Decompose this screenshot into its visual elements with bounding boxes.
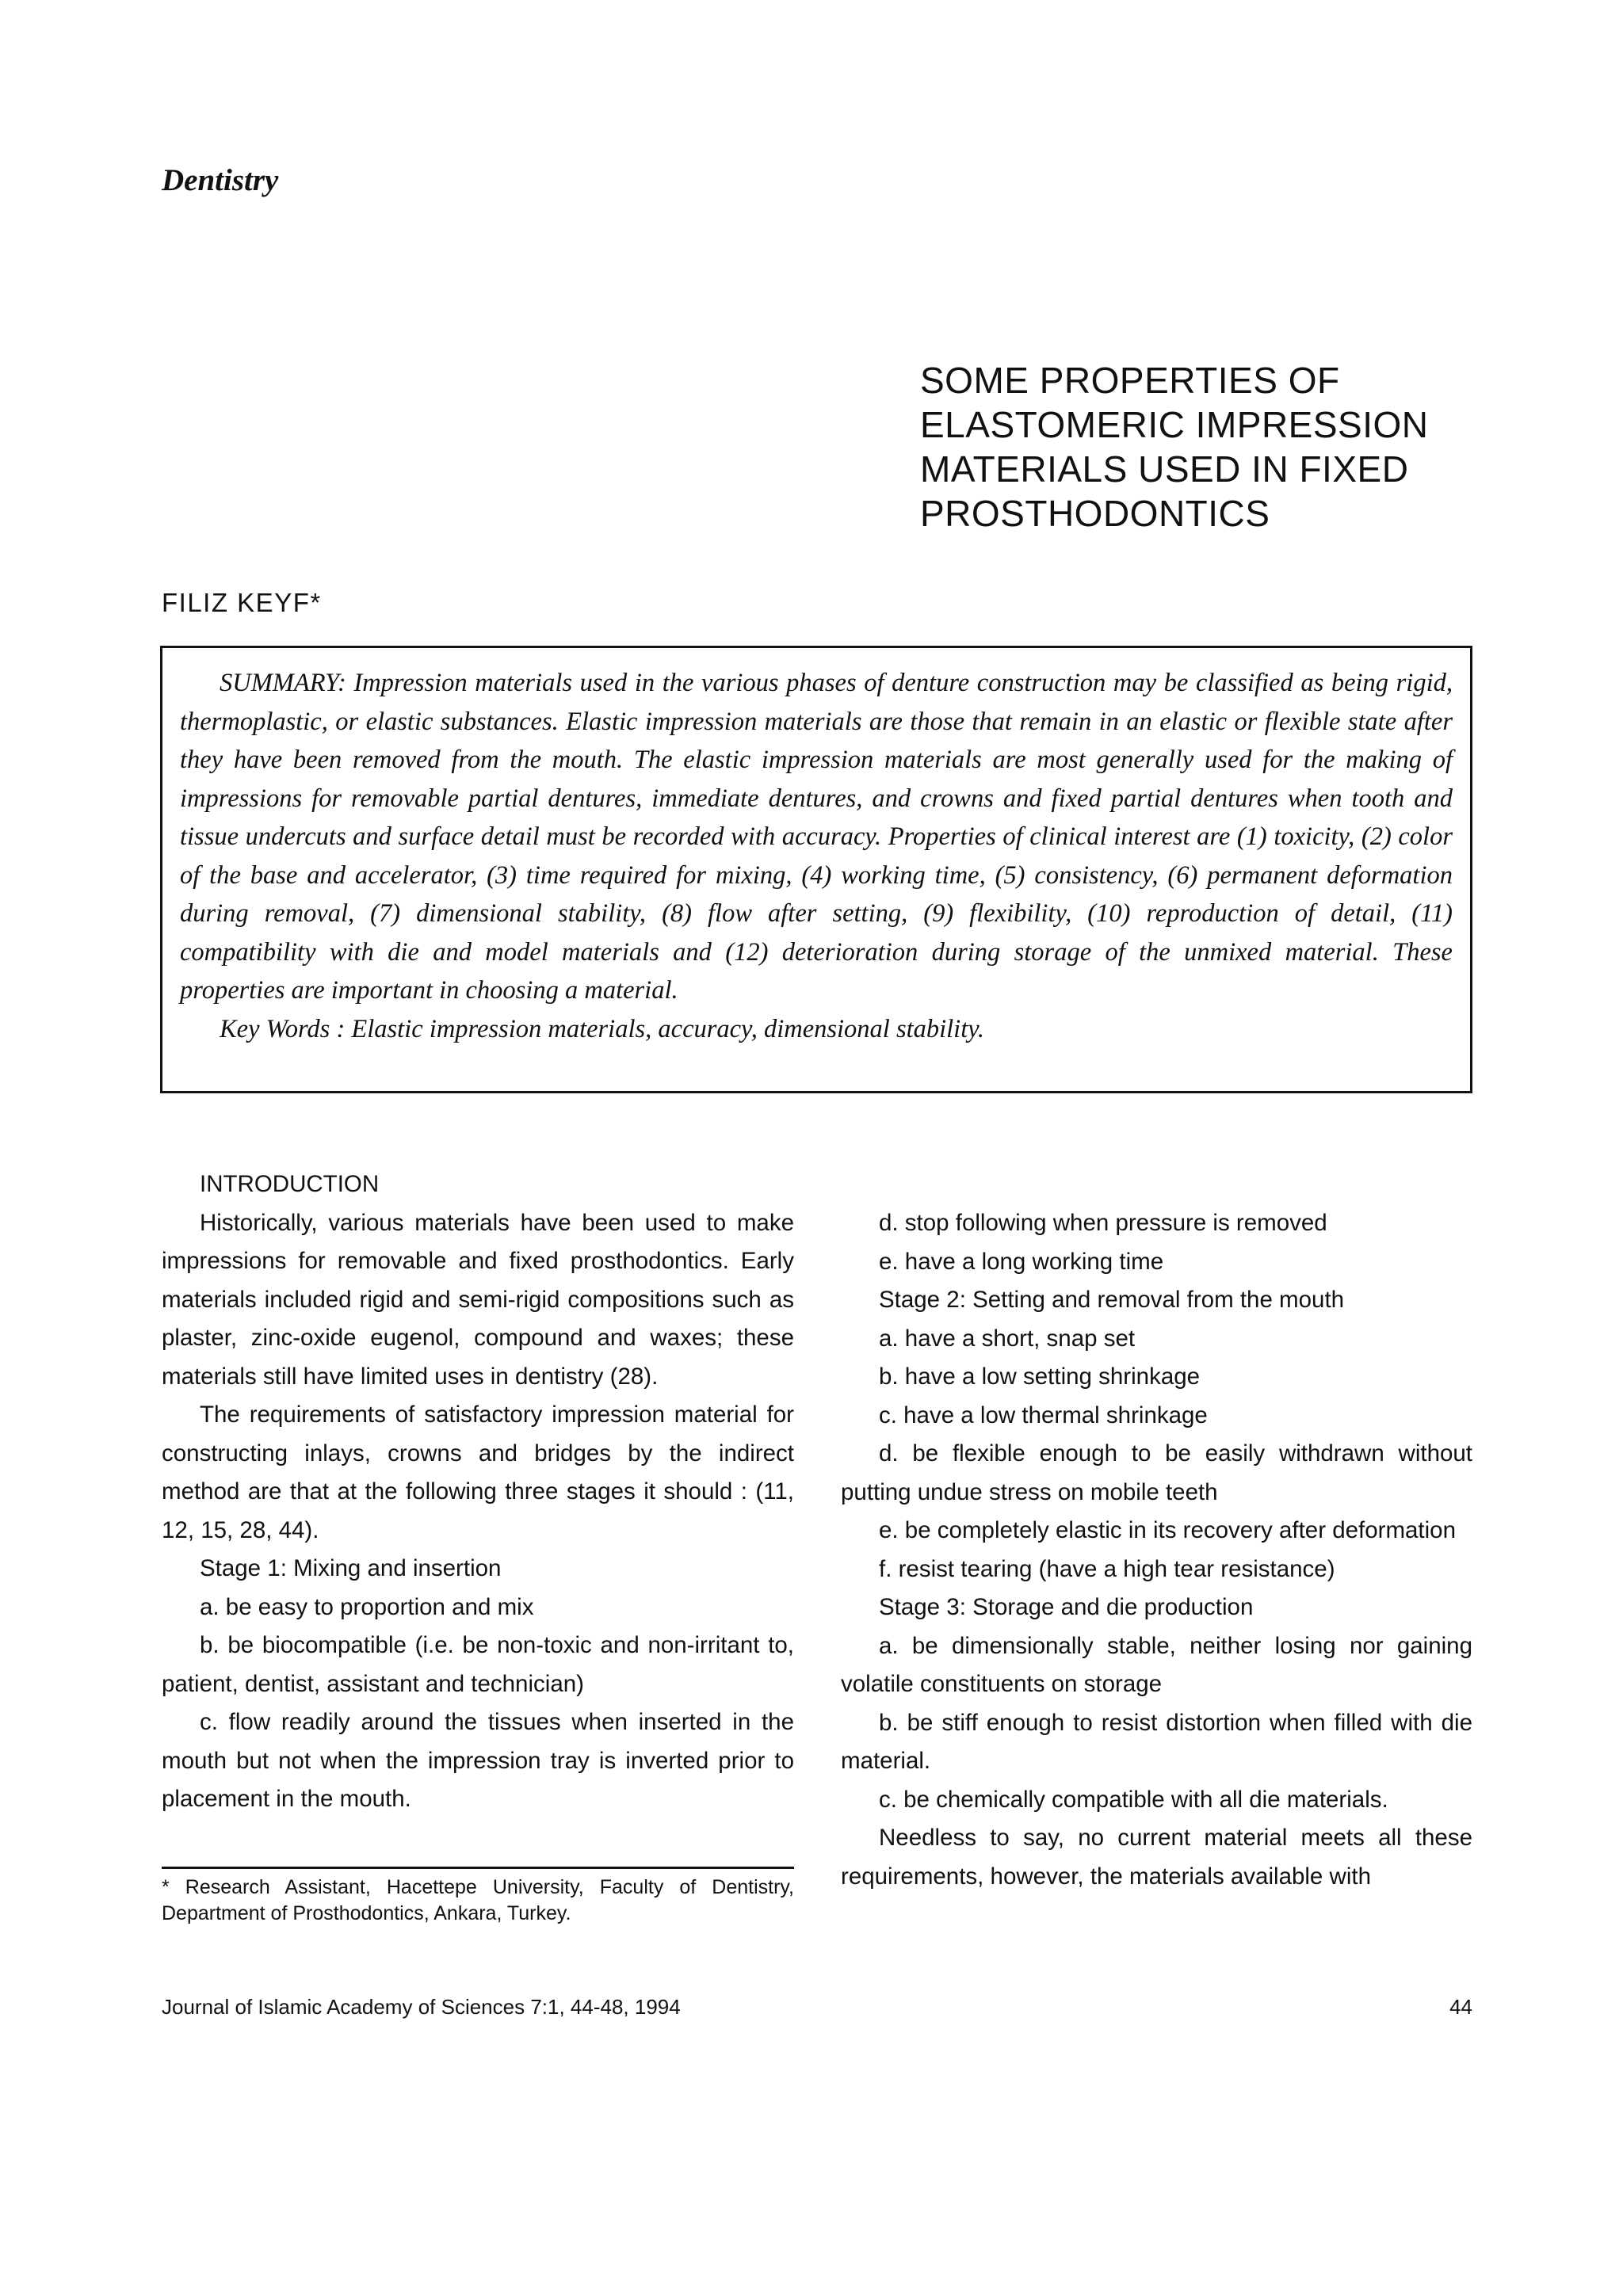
summary-text: SUMMARY: Impression materials used in the various phases of denture construction may be classified as being rigid, thermoplastic, or elastic substances. Elastic impression materials are those that remain in an elastic or flexible state after they have been removed from the mouth. The elastic impression materials are most generally used for the making of impressions for removable partial dentures, immediate dentures, and crowns and fixed partial dentures when tooth and tissue undercuts and surface detail must be recorded with accuracy. Properties of clinical interest are (1) toxicity, (2) color of the base and accelerator, (3) time required for mixing, (4) working time, (5) consistency, (6) permanent deformation during removal, (7) dimensional stability, (8) flow after setting, (9) flexibility, (10) reproduction of detail, (11) compatibility with die and model materials and (12) deterioration during storage of the unmixed material. These properties are important in choosing a material. [180,669,1453,1005]
title-line: SOME PROPERTIES OF [920,360,1340,401]
list-item: Stage 3: Storage and die production [879,1594,1254,1620]
list-item: a. be dimensionally stable, neither losing nor gaining volatile constituents on storage [841,1632,1472,1697]
page-number: 44 [1449,1995,1472,2019]
paragraph: Needless to say, no current material meets all these requirements, however, the materials available with [841,1825,1472,1890]
title-line: PROSTHODONTICS [920,493,1270,534]
list-item: e. have a long working time [879,1248,1164,1275]
left-column [162,1165,794,1819]
list-item: a. be easy to proportion and mix [200,1593,534,1620]
list-item: b. be biocompatible (i.e. be non-toxic and non-irritant to, patient, dentist, assistant and technician) [162,1632,794,1697]
section-heading: INTRODUCTION [200,1171,380,1197]
keywords: Key Words : Elastic impression materials, accuracy, dimensional stability. [220,1014,985,1043]
footnote-divider [162,1867,794,1869]
list-item: f. resist tearing (have a high tear resistance) [879,1555,1335,1582]
list-item: a. have a short, snap set [879,1325,1136,1352]
right-column [841,1204,1472,1896]
list-item: c. flow readily around the tissues when inserted in the mouth but not when the impression tray is inverted prior to placement in the mouth. [162,1709,794,1812]
title-line: ELASTOMERIC IMPRESSION [920,404,1429,445]
list-item: Stage 2: Setting and removal from the mouth [879,1287,1345,1313]
title-line: MATERIALS USED IN FIXED [920,448,1409,490]
section-label: Dentistry [162,163,279,197]
summary-box [160,646,1472,1093]
list-item: d. stop following when pressure is removed [879,1210,1327,1236]
paragraph: Historically, various materials have been used to make impressions for removable and fixed prosthodontics. Early materials included rigid and semi-rigid compositions such as plaster, zinc-oxide eugenol, compound and waxes; these materials still have limited uses in dentistry (28). [162,1209,794,1390]
list-item: b. be stiff enough to resist distortion when filled with die material. [841,1709,1472,1774]
list-item: c. be chemically compatible with all die materials. [879,1786,1388,1813]
journal-citation: Journal of Islamic Academy of Sciences 7:1, 44-48, 1994 [162,1995,681,2019]
list-item: d. be flexible enough to be easily withdrawn without putting undue stress on mobile teeth [841,1440,1472,1505]
paragraph: The requirements of satisfactory impression material for constructing inlays, crowns and bridges by the indirect method are that at the following three stages it should : (11, 12, 15, 28, 44). [162,1402,794,1543]
article-title [920,358,1554,536]
list-item: Stage 1: Mixing and insertion [200,1555,502,1581]
list-item: b. have a low setting shrinkage [879,1363,1201,1390]
list-item: e. be completely elastic in its recovery after deformation [879,1517,1456,1543]
footnote: * Research Assistant, Hacettepe University, Faculty of Dentistry, Department of Prosthodontics, Ankara, Turkey. [162,1876,794,1924]
list-item: c. have a low thermal shrinkage [879,1402,1208,1428]
author-name: FILIZ KEYF* [162,588,322,617]
